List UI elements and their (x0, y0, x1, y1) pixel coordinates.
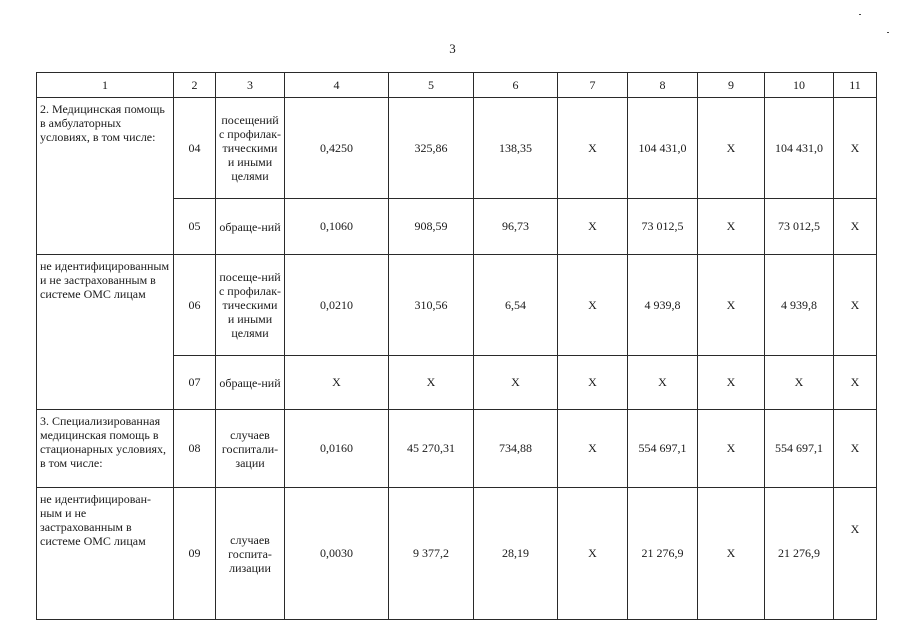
value-cell: 9 377,2 (389, 488, 474, 620)
scan-speck (887, 32, 889, 33)
row-code: 06 (174, 255, 216, 356)
value-cell: Х (698, 356, 765, 410)
data-table (36, 72, 877, 620)
value-cell: Х (698, 488, 765, 620)
column-header: 3 (216, 73, 285, 98)
unit-cell: посеще-ний с профилак-тическими и иными целями (216, 255, 285, 356)
value-cell: Х (834, 98, 877, 199)
row-label: не идентифицированным и не застрахованным в системе ОМС лицам (37, 255, 174, 410)
value-cell: 6,54 (474, 255, 558, 356)
value-cell: 104 431,0 (765, 98, 834, 199)
value-cell: 0,4250 (285, 98, 389, 199)
value-cell: 554 697,1 (628, 410, 698, 488)
column-header: 2 (174, 73, 216, 98)
unit-cell: посещений с профилак-тическими и иными целями (216, 98, 285, 199)
value-cell: Х (698, 255, 765, 356)
scan-speck (859, 14, 861, 15)
column-header: 11 (834, 73, 877, 98)
row-code: 08 (174, 410, 216, 488)
column-header: 1 (37, 73, 174, 98)
value-cell: 21 276,9 (765, 488, 834, 620)
value-cell: Х (285, 356, 389, 410)
value-cell: Х (558, 98, 628, 199)
unit-cell: обраще-ний (216, 199, 285, 255)
value-cell: 734,88 (474, 410, 558, 488)
value-cell: 908,59 (389, 199, 474, 255)
value-cell: 4 939,8 (628, 255, 698, 356)
column-header: 10 (765, 73, 834, 98)
column-header: 9 (698, 73, 765, 98)
value-cell: Х (558, 255, 628, 356)
value-cell: Х (558, 199, 628, 255)
row-code: 05 (174, 199, 216, 255)
value-cell: 138,35 (474, 98, 558, 199)
table-row (37, 410, 877, 488)
table-header-row (37, 73, 877, 98)
unit-cell: обраще-ний (216, 356, 285, 410)
value-cell: Х (834, 356, 877, 410)
table-row (37, 488, 877, 620)
value-cell: Х (834, 255, 877, 356)
value-cell: Х (834, 410, 877, 488)
value-cell: 554 697,1 (765, 410, 834, 488)
value-cell: 45 270,31 (389, 410, 474, 488)
row-label: 2. Медицинская помощь в амбулаторных условиях, в том числе: (37, 98, 174, 255)
value-cell: 0,0160 (285, 410, 389, 488)
page-number: 3 (449, 41, 456, 56)
column-header: 5 (389, 73, 474, 98)
column-header: 6 (474, 73, 558, 98)
value-cell: 4 939,8 (765, 255, 834, 356)
value-cell: 73 012,5 (765, 199, 834, 255)
row-label: не идентифицирован-ным и не застрахованным в системе ОМС лицам (37, 488, 174, 620)
value-cell: 28,19 (474, 488, 558, 620)
value-cell: Х (698, 98, 765, 199)
value-cell: Х (389, 356, 474, 410)
value-cell: Х (558, 356, 628, 410)
column-header: 8 (628, 73, 698, 98)
value-cell: 310,56 (389, 255, 474, 356)
value-cell: 104 431,0 (628, 98, 698, 199)
column-header: 7 (558, 73, 628, 98)
row-label: 3. Специализированная медицинская помощь в стационарных условиях, в том числе: (37, 410, 174, 488)
value-cell: 73 012,5 (628, 199, 698, 255)
value-cell: Х (628, 356, 698, 410)
value-cell: Х (698, 410, 765, 488)
value-cell: 0,0030 (285, 488, 389, 620)
value-cell: 96,73 (474, 199, 558, 255)
value-cell: 325,86 (389, 98, 474, 199)
value-cell: Х (698, 199, 765, 255)
value-cell: Х (474, 356, 558, 410)
value-cell: 21 276,9 (628, 488, 698, 620)
column-header: 4 (285, 73, 389, 98)
row-code: 07 (174, 356, 216, 410)
row-code: 04 (174, 98, 216, 199)
value-cell: Х (834, 199, 877, 255)
table-row (37, 255, 877, 356)
unit-cell: случаев госпита-лизации (216, 488, 285, 620)
value-cell: 0,0210 (285, 255, 389, 356)
row-code: 09 (174, 488, 216, 620)
value-cell: Х (834, 488, 877, 620)
value-cell: Х (765, 356, 834, 410)
value-cell: Х (558, 410, 628, 488)
unit-cell: случаев госпитали-зации (216, 410, 285, 488)
value-cell: 0,1060 (285, 199, 389, 255)
value-cell: Х (558, 488, 628, 620)
table-row (37, 98, 877, 199)
